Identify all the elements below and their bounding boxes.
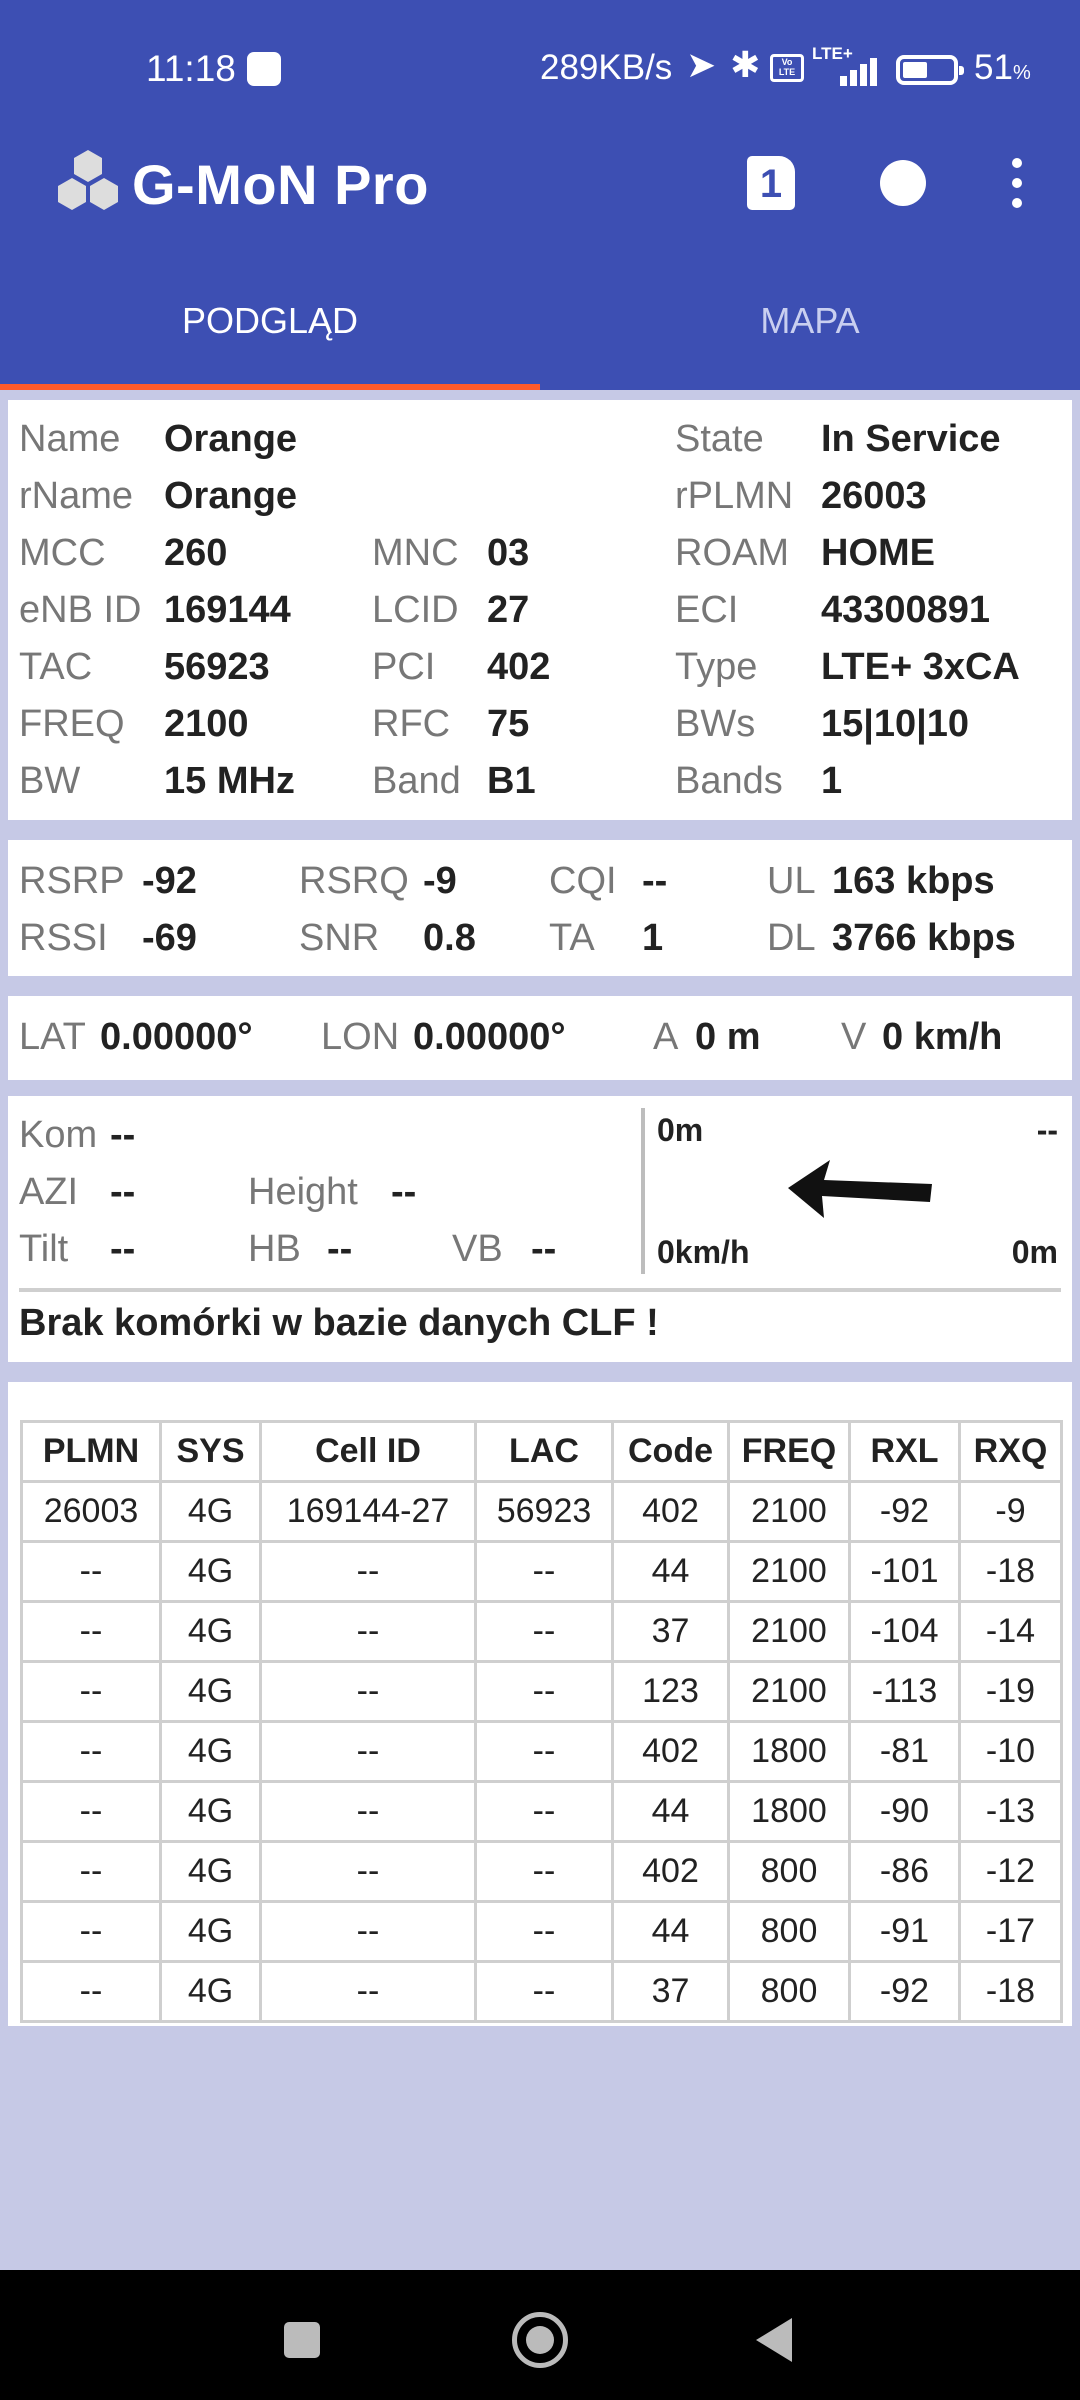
dl-label: DL (767, 917, 816, 959)
eci-label: ECI (675, 589, 739, 631)
ta-value: 1 (642, 917, 664, 959)
table-cell: -92 (850, 1482, 960, 1542)
rssi-value: -69 (142, 917, 197, 959)
table-cell: -- (22, 1962, 161, 2022)
state-value: In Service (821, 418, 1001, 460)
table-cell: 800 (729, 1902, 850, 1962)
table-cell: -92 (850, 1962, 960, 2022)
location-card (8, 996, 1072, 1080)
table-header-row (22, 1422, 1062, 1482)
altitude-value: 0 m (695, 1016, 761, 1058)
table-cell: -- (22, 1782, 161, 1842)
column-header: Code (613, 1422, 729, 1482)
neighbor-cells-card (8, 1382, 1072, 2026)
table-cell: 4G (161, 1782, 261, 1842)
table-cell: 2100 (729, 1542, 850, 1602)
status-time: 11:18 (146, 48, 236, 89)
table-cell: -9 (960, 1482, 1062, 1542)
rsrq-label: RSRQ (299, 860, 409, 902)
rfc-value: 75 (487, 703, 530, 745)
mnc-value: 03 (487, 532, 530, 574)
roam-label: ROAM (675, 532, 789, 574)
table-cell: 37 (613, 1962, 729, 2022)
cqi-label: CQI (549, 860, 617, 902)
mcc-value: 260 (164, 532, 228, 574)
lcid-value: 27 (487, 589, 530, 631)
tac-label: TAC (19, 646, 93, 688)
table-cell: -81 (850, 1722, 960, 1782)
band-value: B1 (487, 760, 536, 802)
tilt-label: Tilt (19, 1228, 69, 1270)
table-cell: -- (261, 1602, 476, 1662)
rplmn-value: 26003 (821, 475, 927, 517)
table-cell: 4G (161, 1542, 261, 1602)
direction-arrow-icon (784, 1154, 934, 1226)
column-header: LAC (476, 1422, 613, 1482)
enb-label: eNB ID (19, 589, 142, 631)
lat-label: LAT (19, 1016, 86, 1058)
bw-label: BW (19, 760, 81, 802)
signal-card (8, 840, 1072, 976)
table-cell: -- (22, 1602, 161, 1662)
table-cell: -10 (960, 1722, 1062, 1782)
table-cell: 26003 (22, 1482, 161, 1542)
table-cell: -- (476, 1902, 613, 1962)
rname-label: rName (19, 475, 134, 517)
table-cell: -- (476, 1542, 613, 1602)
ul-label: UL (767, 860, 816, 902)
type-value: LTE+ 3xCA (821, 646, 1020, 688)
table-cell: -- (476, 1662, 613, 1722)
table-cell: -- (476, 1842, 613, 1902)
location-bluetooth-icons: ➤ ✱ (686, 44, 763, 85)
table-cell: 169144-27 (261, 1482, 476, 1542)
vb-label: VB (452, 1228, 503, 1270)
vb-value: -- (531, 1228, 557, 1270)
bws-label: BWs (675, 703, 756, 745)
home-button[interactable] (512, 2312, 568, 2368)
band-label: Band (372, 760, 461, 802)
app-title: G-MoN Pro (132, 153, 429, 216)
eci-value: 43300891 (821, 589, 991, 631)
table-cell: -- (22, 1542, 161, 1602)
hb-label: HB (248, 1228, 301, 1270)
table-cell: -- (261, 1542, 476, 1602)
more-options-icon[interactable] (1012, 158, 1024, 208)
state-label: State (675, 418, 764, 460)
table-cell: -19 (960, 1662, 1062, 1722)
table-cell: -18 (960, 1542, 1062, 1602)
enb-value: 169144 (164, 589, 291, 631)
ul-value: 163 kbps (832, 860, 995, 902)
kom-value: -- (110, 1114, 136, 1156)
table-row (22, 1782, 1062, 1842)
table-row (22, 1722, 1062, 1782)
table-cell: 800 (729, 1842, 850, 1902)
column-header: PLMN (22, 1422, 161, 1482)
height-label: Height (248, 1171, 358, 1213)
table-cell: 4G (161, 1482, 261, 1542)
rname-value: Orange (164, 475, 298, 517)
site-card (8, 1096, 1072, 1362)
column-header: Cell ID (261, 1422, 476, 1482)
app-logo-icon (52, 148, 124, 220)
mnc-label: MNC (372, 532, 459, 574)
table-cell: -12 (960, 1842, 1062, 1902)
rsrq-value: -9 (423, 860, 457, 902)
table-cell: -- (261, 1902, 476, 1962)
recents-button[interactable] (284, 2322, 320, 2358)
record-dot-icon[interactable] (880, 160, 926, 206)
column-header: RXL (850, 1422, 960, 1482)
system-nav-bar (0, 2270, 1080, 2400)
name-value: Orange (164, 418, 298, 460)
bands-value: 1 (821, 760, 843, 802)
table-row (22, 1842, 1062, 1902)
type-label: Type (675, 646, 758, 688)
app-bar (0, 104, 1080, 390)
cqi-value: -- (642, 860, 668, 902)
ta-label: TA (549, 917, 595, 959)
table-cell: -- (261, 1722, 476, 1782)
table-cell: -18 (960, 1962, 1062, 2022)
site-divider (19, 1288, 1061, 1292)
network-speed: 289KB/s (540, 48, 673, 87)
table-cell: -- (261, 1662, 476, 1722)
height-value: -- (391, 1171, 417, 1213)
table-cell: 4G (161, 1602, 261, 1662)
roam-value: HOME (821, 532, 935, 574)
pci-label: PCI (372, 646, 436, 688)
distance-top-left: 0m (657, 1112, 704, 1148)
table-cell: 4G (161, 1662, 261, 1722)
table-cell: 37 (613, 1602, 729, 1662)
kom-label: Kom (19, 1114, 98, 1156)
azi-label: AZI (19, 1171, 79, 1213)
table-cell: -104 (850, 1602, 960, 1662)
active-tab-indicator (0, 384, 540, 390)
table-cell: -101 (850, 1542, 960, 1602)
freq-label: FREQ (19, 703, 125, 745)
lcid-label: LCID (372, 589, 459, 631)
table-cell: -- (261, 1842, 476, 1902)
tilt-value: -- (110, 1228, 136, 1270)
snr-value: 0.8 (423, 917, 476, 959)
rsrp-value: -92 (142, 860, 197, 902)
azi-value: -- (110, 1171, 136, 1213)
table-cell: 1800 (729, 1722, 850, 1782)
table-cell: 56923 (476, 1482, 613, 1542)
table-cell: -- (476, 1962, 613, 2022)
rfc-label: RFC (372, 703, 451, 745)
pci-value: 402 (487, 646, 551, 688)
status-bar (0, 0, 1080, 104)
tac-value: 56923 (164, 646, 270, 688)
table-row (22, 1962, 1062, 2022)
table-cell: -- (22, 1722, 161, 1782)
column-header: FREQ (729, 1422, 850, 1482)
table-cell: 2100 (729, 1662, 850, 1722)
name-label: Name (19, 418, 121, 460)
lat-value: 0.00000° (100, 1016, 253, 1058)
table-cell: 4G (161, 1842, 261, 1902)
table-cell: 402 (613, 1482, 729, 1542)
speed-bottom-left: 0km/h (657, 1234, 750, 1270)
table-cell: -- (261, 1962, 476, 2022)
distance-bottom-right: 0m (1011, 1234, 1058, 1270)
back-button[interactable] (756, 2318, 792, 2362)
table-cell: -- (261, 1782, 476, 1842)
column-header: SYS (161, 1422, 261, 1482)
dl-value: 3766 kbps (832, 917, 1016, 959)
snr-label: SNR (299, 917, 380, 959)
lon-label: LON (321, 1016, 400, 1058)
altitude-label: A (653, 1016, 679, 1058)
table-row (22, 1542, 1062, 1602)
table-row (22, 1662, 1062, 1722)
battery-percent: 51% (974, 48, 1031, 87)
table-cell: 2100 (729, 1482, 850, 1542)
table-cell: -- (476, 1722, 613, 1782)
freq-value: 2100 (164, 703, 249, 745)
neighbor-cells-table (20, 1420, 1063, 2023)
cell-info-card (8, 400, 1072, 820)
battery-icon (896, 55, 958, 85)
table-cell: -86 (850, 1842, 960, 1902)
table-cell: 44 (613, 1902, 729, 1962)
rsrp-label: RSRP (19, 860, 125, 902)
table-cell: -- (476, 1602, 613, 1662)
bws-value: 15|10|10 (821, 703, 970, 745)
table-cell: 4G (161, 1722, 261, 1782)
lon-value: 0.00000° (413, 1016, 566, 1058)
table-cell: 123 (613, 1662, 729, 1722)
table-cell: -- (22, 1662, 161, 1722)
table-cell: 4G (161, 1962, 261, 2022)
table-cell: -14 (960, 1602, 1062, 1662)
table-cell: -13 (960, 1782, 1062, 1842)
table-cell: -91 (850, 1902, 960, 1962)
distance-top-right: -- (1036, 1112, 1058, 1148)
table-cell: 44 (613, 1782, 729, 1842)
velocity-label: V (841, 1016, 867, 1058)
hb-value: -- (327, 1228, 353, 1270)
table-row (22, 1902, 1062, 1962)
table-cell: 1800 (729, 1782, 850, 1842)
sim-slot-icon[interactable]: 1 (747, 156, 795, 210)
velocity-value: 0 km/h (882, 1016, 1003, 1058)
table-cell: -- (22, 1902, 161, 1962)
signal-bars-icon (812, 50, 882, 86)
tab-podglad[interactable]: PODGLĄD (181, 300, 359, 341)
rplmn-label: rPLMN (675, 475, 794, 517)
table-cell: 44 (613, 1542, 729, 1602)
table-cell: 2100 (729, 1602, 850, 1662)
bw-value: 15 MHz (164, 760, 295, 802)
clf-warning: Brak komórki w bazie danych CLF ! (19, 1302, 659, 1344)
volte-icon: Vo LTE (770, 54, 804, 82)
table-row (22, 1602, 1062, 1662)
table-cell: 402 (613, 1842, 729, 1902)
bands-label: Bands (675, 760, 783, 802)
column-header: RXQ (960, 1422, 1062, 1482)
table-cell: 402 (613, 1722, 729, 1782)
notification-icon (247, 52, 281, 86)
table-cell: -113 (850, 1662, 960, 1722)
table-cell: -- (476, 1782, 613, 1842)
table-cell: -90 (850, 1782, 960, 1842)
mcc-label: MCC (19, 532, 106, 574)
table-cell: 800 (729, 1962, 850, 2022)
table-cell: -- (22, 1842, 161, 1902)
table-row (22, 1482, 1062, 1542)
table-cell: 4G (161, 1902, 261, 1962)
table-cell: -17 (960, 1902, 1062, 1962)
lte-plus-label: LTE+ (812, 44, 853, 63)
rssi-label: RSSI (19, 917, 108, 959)
tab-mapa[interactable]: MAPA (760, 300, 860, 341)
compass-divider (641, 1108, 645, 1274)
